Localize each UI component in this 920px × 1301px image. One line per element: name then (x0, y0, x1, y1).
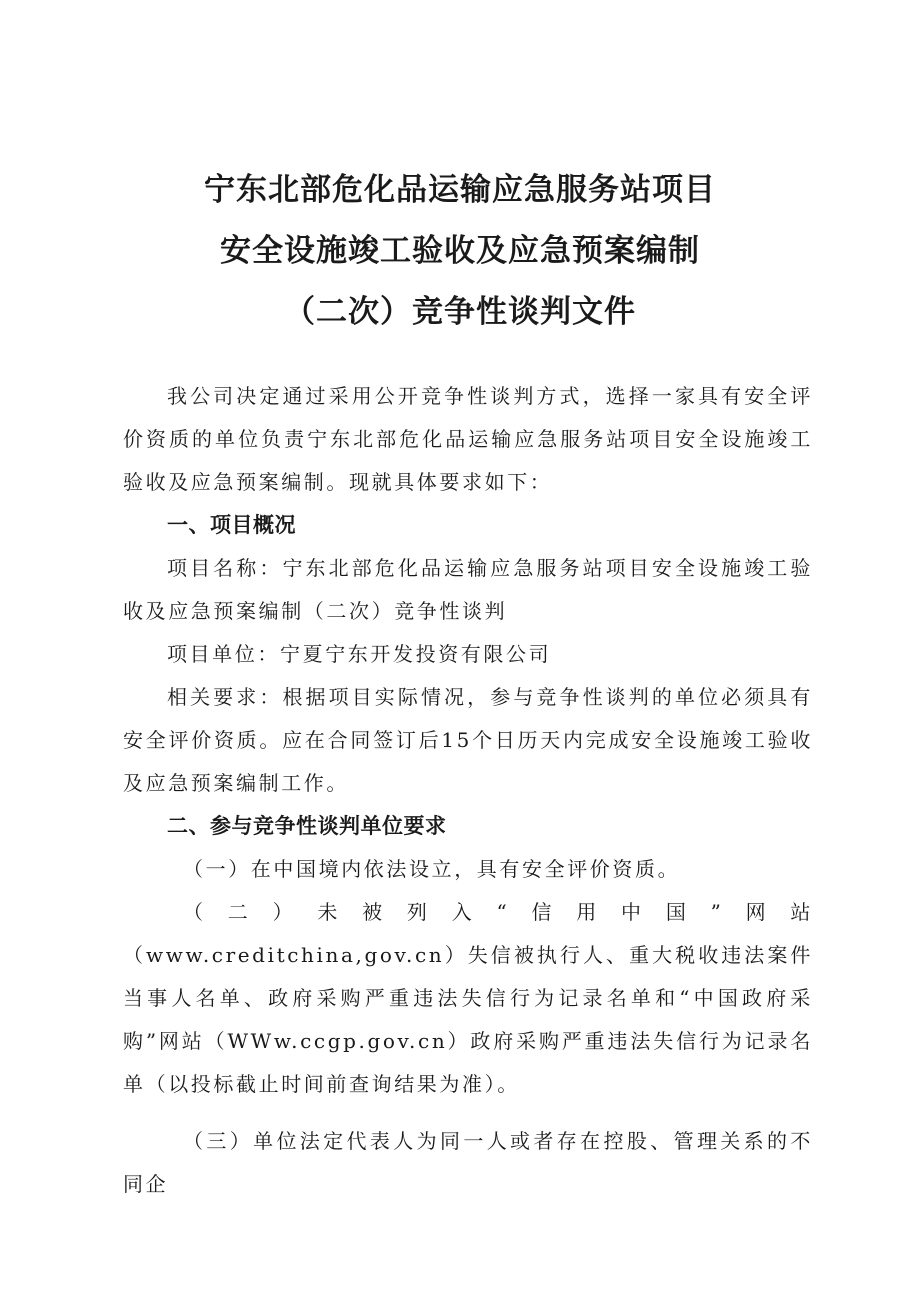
document-title (120, 160, 800, 343)
project-unit-paragraph: 项目单位：宁夏宁东开发投资有限公司 (167, 642, 552, 666)
title-line-2: 安全设施竣工验收及应急预案编制 (220, 233, 700, 269)
paragraph-gap (123, 1106, 813, 1120)
project-name-paragraph: 项目名称：宁东北部危化品运输应急服务站项目安全设施竣工验收及应急预案编制（二次）竞争性谈判 (123, 556, 813, 623)
intro-paragraph: 我公司决定通过采用公开竞争性谈判方式，选择一家具有安全评价资质的单位负责宁东北部危化品运输应急服务站项目安全设施竣工验收及应急预案编制。现就具体要求如下： (123, 384, 813, 494)
section-2-heading: 二、参与竞争性谈判单位要求 (167, 814, 447, 838)
title-line-1: 宁东北部危化品运输应急服务站项目 (204, 172, 716, 208)
requirement-item-3: （三）单位法定代表人为同一人或者存在控股、管理关系的不同企 (123, 1129, 813, 1196)
requirement-item-2: （二）未被列入“信用中国”网站（www.creditchina,gov.cn）失信被执行人、重大税收违法案件当事人名单、政府采购严重违法失信行为记录名单和“中国政府采购”网站（WWw.ccgp.gov.cn）政府采购严重违法失信行为记录名单（以投标截止时间前查询结果为准）。 (123, 900, 813, 1096)
title-line-3: （二次）竞争性谈判文件 (284, 294, 636, 330)
requirements-paragraph: 相关要求：根据项目实际情况，参与竞争性谈判的单位必须具有安全评价资质。应在合同签订后15个日历天内完成安全设施竣工验收及应急预案编制工作。 (123, 685, 813, 795)
document-body (123, 375, 813, 1206)
section-1-heading: 一、项目概况 (167, 513, 296, 537)
requirement-item-1: （一）在中国境内依法设立，具有安全评价资质。 (183, 857, 681, 881)
